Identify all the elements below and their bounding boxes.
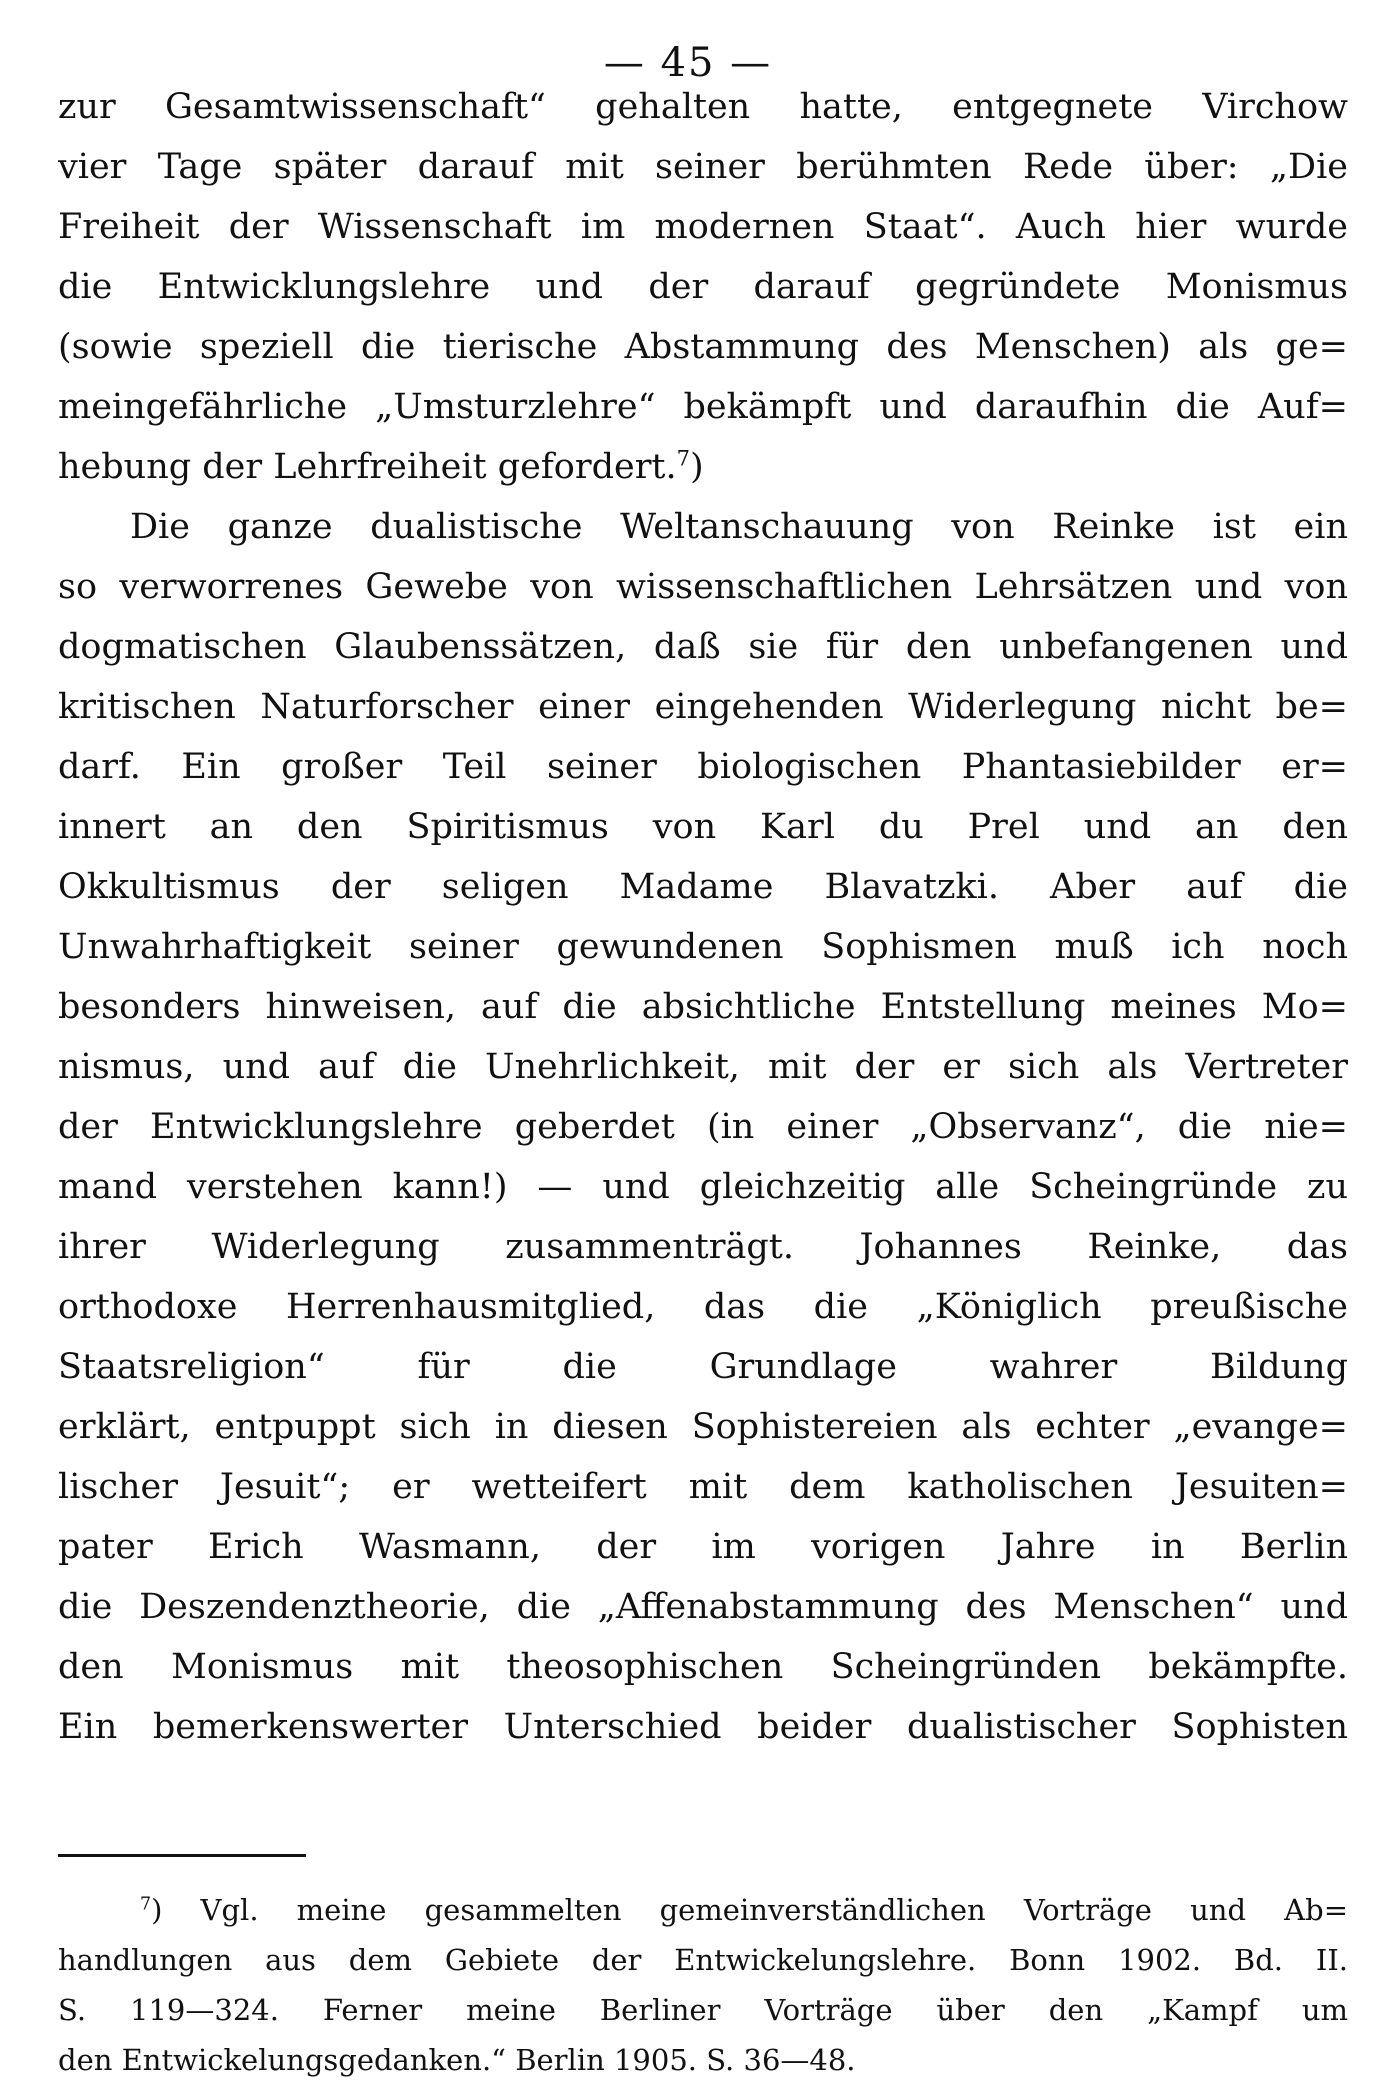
- footnote-line: den Entwickelungsgedanken.“ Berlin 1905. S. 36—48.: [58, 2043, 856, 2077]
- text-line: meingefährliche „Umsturzlehre“ bekämpft und daraufhin die Auf=: [58, 387, 1348, 427]
- text-line: darf. Ein großer Teil seiner biologischen Phantasiebilder er=: [58, 747, 1348, 787]
- text-line: dogmatischen Glaubenssätzen, daß sie für den unbefangenen und: [58, 627, 1348, 667]
- text-line: den Monismus mit theosophischen Scheingründen bekämpfte.: [58, 1647, 1348, 1687]
- text-line: zur Gesamtwissenschaft“ gehalten hatte, entgegnete Virchow: [58, 87, 1348, 127]
- footnote-line: S. 119—324. Ferner meine Berliner Vorträge über den „Kampf um: [58, 1993, 1348, 2027]
- text-line: [58, 437, 1348, 497]
- footnote-line: handlungen aus dem Gebiete der Entwickelungslehre. Bonn 1902. Bd. II.: [58, 1943, 1348, 1977]
- text-line: lischer Jesuit“; er wetteifert mit dem katholischen Jesuiten=: [58, 1467, 1348, 1507]
- text-line: orthodoxe Herrenhausmitglied, das die „Königlich preußische: [58, 1287, 1348, 1327]
- footnote-line: [140, 1885, 1348, 1935]
- paragraph-first-line: Die ganze dualistische Weltanschauung von Reinke ist ein: [130, 507, 1348, 547]
- text-line-content: hebung der Lehrfreiheit gefordert.: [58, 447, 677, 487]
- text-line: so verworrenes Gewebe von wissenschaftlichen Lehrsätzen und von: [58, 567, 1348, 607]
- text-line: (sowie speziell die tierische Abstammung des Menschen) als ge=: [58, 327, 1348, 367]
- text-line: Freiheit der Wissenschaft im modernen Staat“. Auch hier wurde: [58, 207, 1348, 247]
- text-line: Staatsreligion“ für die Grundlage wahrer Bildung: [58, 1347, 1348, 1387]
- text-line: kritischen Naturforscher einer eingehenden Widerlegung nicht be=: [58, 687, 1348, 727]
- text-line: vier Tage später darauf mit seiner berühmten Rede über: „Die: [58, 147, 1348, 187]
- footnote-reference: 7: [676, 446, 690, 471]
- text-line: erklärt, entpuppt sich in diesen Sophistereien als echter „evange=: [58, 1407, 1348, 1447]
- footnote-reference-paren: ): [690, 447, 704, 487]
- text-line: besonders hinweisen, auf die absichtliche Entstellung meines Mo=: [58, 987, 1348, 1027]
- text-line: der Entwicklungslehre geberdet (in einer „Observanz“, die nie=: [58, 1107, 1348, 1147]
- page-number: — 45 —: [603, 40, 773, 86]
- text-line: Ein bemerkenswerter Unterschied beider dualistischer Sophisten: [58, 1707, 1348, 1747]
- text-line: die Entwicklungslehre und der darauf gegründete Monismus: [58, 267, 1348, 307]
- text-line: ihrer Widerlegung zusammenträgt. Johannes Reinke, das: [58, 1227, 1348, 1267]
- footnote-divider: [58, 1854, 306, 1857]
- text-line: die Deszendenztheorie, die „Affenabstammung des Menschen“ und: [58, 1587, 1348, 1627]
- text-line: mand verstehen kann!) — und gleichzeitig alle Scheingründe zu: [58, 1167, 1348, 1207]
- text-line: Unwahrhaftigkeit seiner gewundenen Sophismen muß ich noch: [58, 927, 1348, 967]
- footnote-marker: 7: [140, 1894, 152, 1915]
- text-line: pater Erich Wasmann, der im vorigen Jahre in Berlin: [58, 1527, 1348, 1567]
- text-line: innert an den Spiritismus von Karl du Prel und an den: [58, 807, 1348, 847]
- text-line: nismus, und auf die Unehrlichkeit, mit der er sich als Vertreter: [58, 1047, 1348, 1087]
- footnote-text: ) Vgl. meine gesammelten gemeinverständlichen Vorträge und Ab=: [151, 1893, 1348, 1927]
- text-line: Okkultismus der seligen Madame Blavatzki. Aber auf die: [58, 867, 1348, 907]
